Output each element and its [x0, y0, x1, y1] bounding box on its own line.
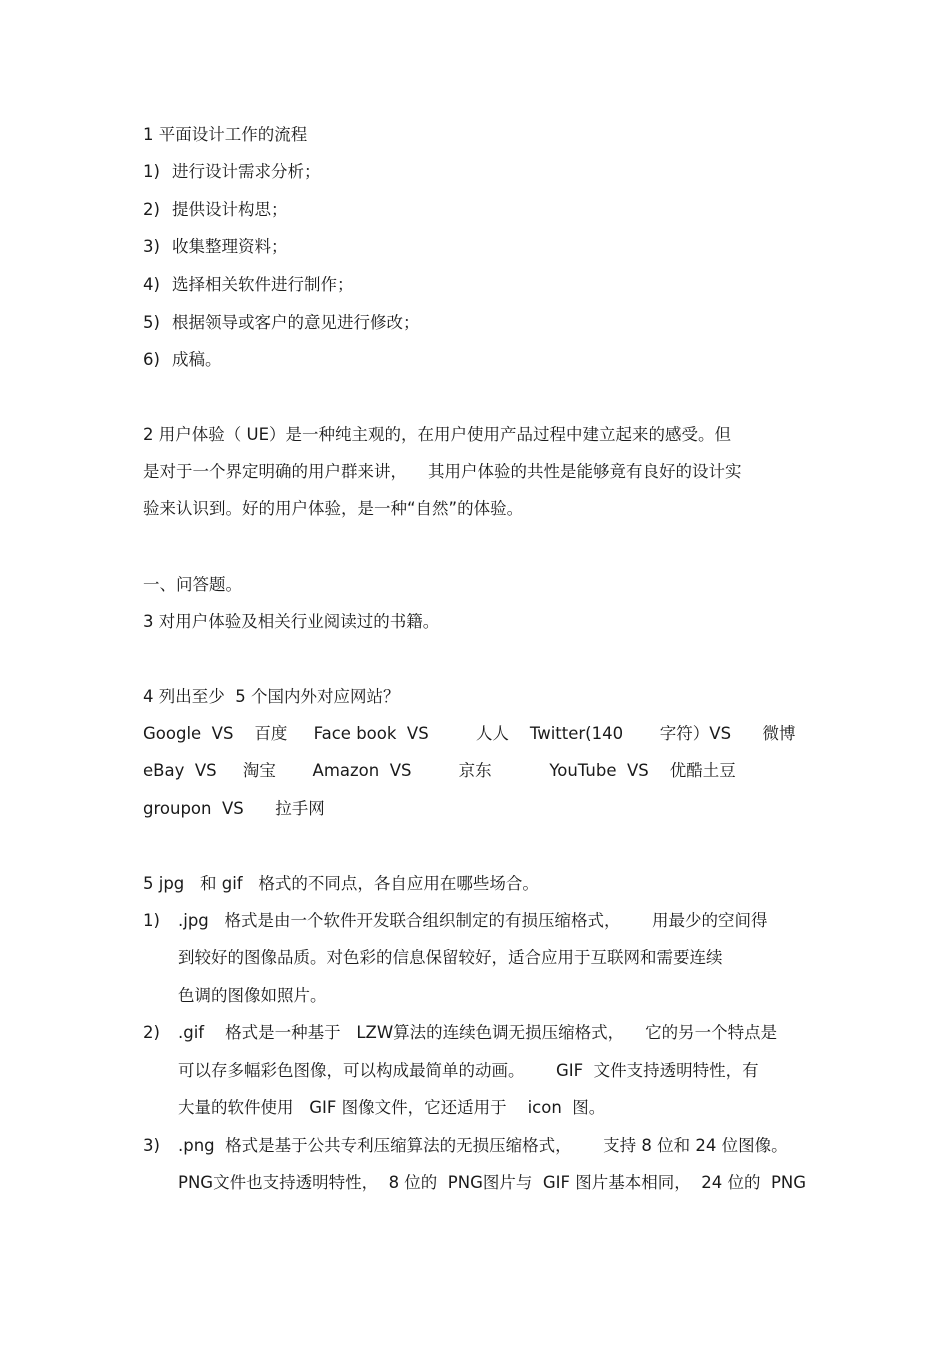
- list-item: 进行设计需求分析；: [172, 162, 321, 181]
- section-1-title: 1 平面设计工作的流程: [143, 125, 308, 144]
- list-number: 2): [143, 200, 160, 219]
- list-number: 3): [143, 237, 160, 256]
- answer-line: .jpg 格式是由一个软件开发联合组织制定的有损压缩格式， 用最少的空间得: [178, 911, 768, 930]
- paragraph-line: 验来认识到。好的用户体验，是一种“自然”的体验。: [143, 499, 524, 518]
- list-number: 2): [143, 1023, 160, 1042]
- list-item: 收集整理资料；: [172, 237, 288, 256]
- list-item: 提供设计构思；: [172, 200, 288, 219]
- answer-line: PNG文件也支持透明特性， 8 位的 PNG图片与 GIF 图片基本相同， 24 位的 PNG: [178, 1173, 807, 1192]
- paragraph-line: 是对于一个界定明确的用户群来讲， 其用户体验的共性是能够竟有良好的设计实: [143, 462, 742, 481]
- answer-line: .gif 格式是一种基于 LZW算法的连续色调无损压缩格式， 它的另一个特点是: [178, 1023, 778, 1042]
- question-5-title: 5 jpg 和 gif 格式的不同点，各自应用在哪些场合。: [143, 874, 539, 893]
- list-number: 3): [143, 1136, 160, 1155]
- list-number: 6): [143, 350, 160, 369]
- paragraph-line: 2 用户体验（ UE）是一种纯主观的，在用户使用产品过程中建立起来的感受。但: [143, 425, 731, 444]
- question-4-title: 4 列出至少 5 个国内外对应网站？: [143, 687, 400, 706]
- list-number: 1): [143, 162, 160, 181]
- site-comparison-line: eBay VS 淘宝 Amazon VS 京东 YouTube VS 优酷土豆: [143, 761, 736, 780]
- site-comparison-line: groupon VS 拉手网: [143, 799, 325, 818]
- site-comparison-line: Google VS 百度 Face book VS 人人 Twitter(140 字符）VS 微博: [143, 724, 796, 743]
- qa-heading: 一、问答题。: [143, 575, 242, 594]
- answer-line: 大量的软件使用 GIF 图像文件，它还适用于 icon 图。: [178, 1098, 606, 1117]
- question-3: 3 对用户体验及相关行业阅读过的书籍。: [143, 612, 440, 631]
- list-item: 成稿。: [172, 350, 222, 369]
- answer-line: .png 格式是基于公共专利压缩算法的无损压缩格式， 支持 8 位和 24 位图像。: [178, 1136, 788, 1155]
- list-item: 选择相关软件进行制作；: [172, 275, 354, 294]
- list-number: 5): [143, 313, 160, 332]
- answer-line: 到较好的图像品质。对色彩的信息保留较好，适合应用于互联网和需要连续: [178, 948, 723, 967]
- answer-line: 可以存多幅彩色图像，可以构成最简单的动画。 GIF 文件支持透明特性，有: [178, 1061, 759, 1080]
- list-number: 4): [143, 275, 160, 294]
- answer-line: 色调的图像如照片。: [178, 986, 327, 1005]
- list-number: 1): [143, 911, 160, 930]
- list-item: 根据领导或客户的意见进行修改；: [172, 313, 420, 332]
